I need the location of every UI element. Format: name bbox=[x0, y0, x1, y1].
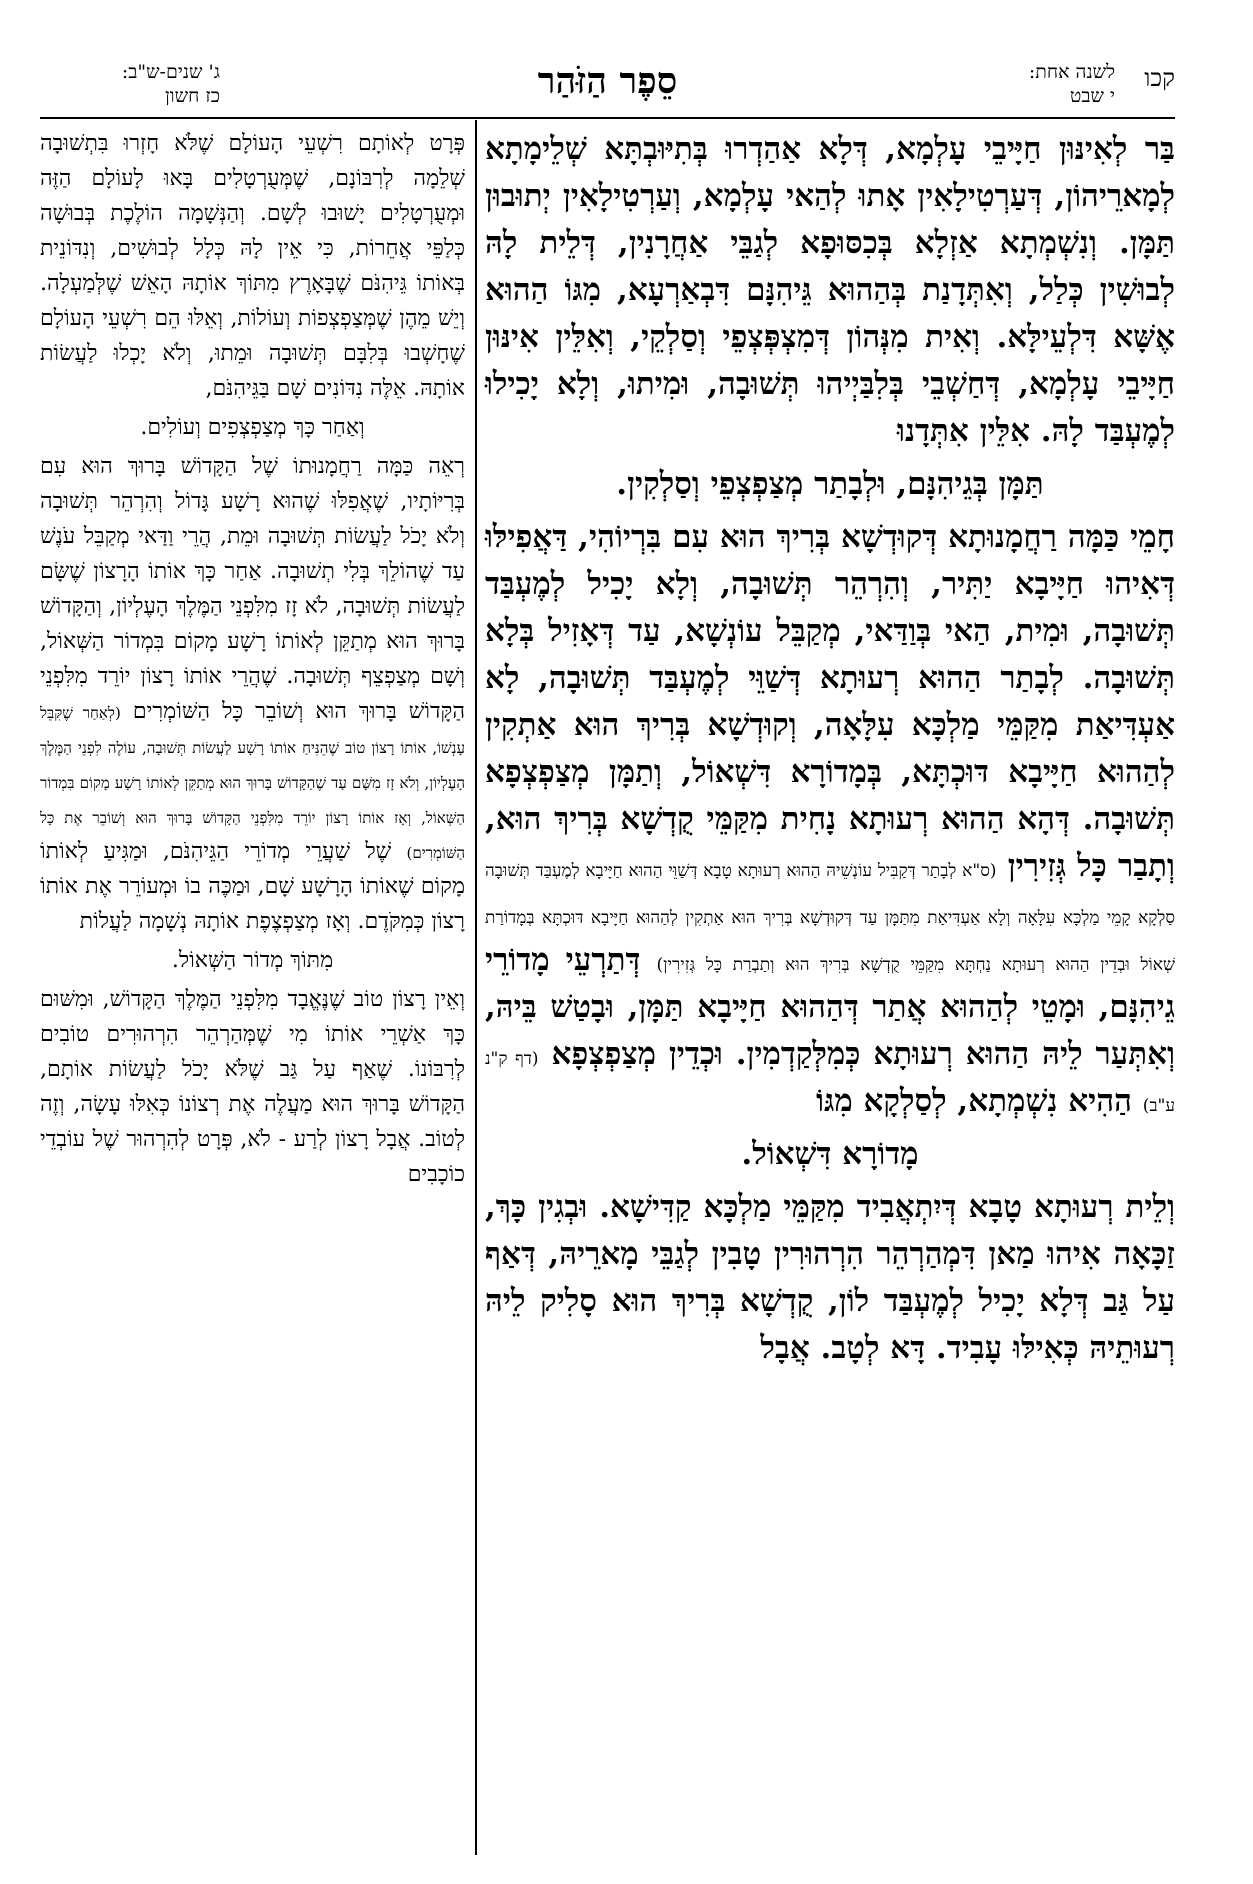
main-paragraph-end: מָדוֹרָא דִּשְׁאוֹל. bbox=[741, 1136, 919, 1172]
translation-paragraph-end: מִתּוֹךְ מְדוֹר הַשְּׁאוֹל. bbox=[171, 948, 334, 973]
main-text: חָמֵי כַּמָּה רַחֲמָנוּתָא דְּקוּדְשָׁא בְּרִיךְ הוּא עִם בִּרְיוֹהִי, דַּאֲפִילּוּ דְּאִיהוּ חַיָּיבָא יַתִּיר, וְהִרְהֵר תְּשׁוּבָה, וְלָא יָכִיל לְמֶעְבַּד תְּשׁוּבָה, וּמִית, הַאי בְּוַדַּאי, מְקַבֵּל עוֹנְשָׁא, עַד דְּאָזִיל בְּלָא תְּשׁוּבָה. לְבָתַר הַהוּא רְעוּתָא דְּשַׁוֵּי לְמֶעְבַּד תְּשׁוּבָה, לָא אַעְדִּיאַת מִקַּמֵּי מַלְכָּא עִלָּאָה, וְקוּדְשָׁא בְּרִיךְ הוּא אַתְקִין לְהַהוּא חַיָּיבָא דּוּכְתָּא, בְּמָדוֹרָא דִּשְׁאוֹל, וְתַמָּן מְצַפְצְפָא תְּשׁוּבָה. דְּהָא הַהוּא רְעוּתָא נָחִית מִקַּמֵּי קֻדְשָׁא בְּרִיךְ הוּא, וְתָבַר כָּל גְּזִירִין bbox=[485, 519, 1175, 884]
page-header bbox=[40, 60, 1175, 115]
main-paragraph bbox=[485, 514, 1175, 1125]
book-title: סֵפֶר הַזֹּהַר bbox=[537, 60, 678, 102]
translation-paragraph bbox=[40, 449, 465, 939]
reading-schedule-1-date: י שבט bbox=[1069, 85, 1115, 107]
page-reference: (דף ק"נ ע"ב) bbox=[485, 1049, 1175, 1116]
reading-schedule-3: ג' שנים-ש"ב: bbox=[121, 61, 220, 83]
header-left bbox=[40, 60, 220, 108]
translation-paragraph: פְּרָט לְאוֹתָם רִשְׁעֵי הָעוֹלָם שֶׁלֹּא חָזְרוּ בִּתְשׁוּבָה שְׁלֵמָה לְרִבּוֹנָם, שֶׁמְּעֻרְטָלִים בָּאוּ לָעוֹלָם הַזֶּה וּמְעֻרְטָלִים יָשׁוּבוּ לְשָׁם. וְהַנְּשָׁמָה הוֹלֶכֶת בְּבוּשָׁה כְּלַפֵּי אֲחֵרוֹת, כִּי אֵין לָהּ כְּלָל לְבוּשִׁים, וְנִדּוֹנֵית בְּאוֹתוֹ גֵּיהִנֹּם שֶׁבָּאָרֶץ מִתּוֹךְ אוֹתָהּ הָאֵשׁ שֶׁלְּמַעְלָה. וְיֵשׁ מֵהֶן שֶׁמְּצַפְצְפוֹת וְעוֹלוֹת, וְאֵלּוּ הֵם רִשְׁעֵי הָעוֹלָם שֶׁחָשְׁבוּ בְּלִבָּם תְּשׁוּבָה וּמֵתוּ, וְלֹא יָכְלוּ לַעֲשׂוֹת אוֹתָהּ. אֵלֶּה נִדּוֹנִים שָׁם בַּגֵּיהִנֹּם, bbox=[40, 131, 465, 401]
variant-reading-note: (ס"א לְבָתַר דְּקַבִּיל עוֹנְשֵׁיהּ הַהוּא רְעוּתָא טָבָא דְּשַׁוֵּי הַהוּא חַיָּיבָא לְמֶעְבַּד תְּשׁוּבָה סַלְקָא קָמֵי מַלְכָּא עִלָּאָה וְלָא אַעְדִּיאַת מִתַּמָּן עַד דְּקוּדְשָׁא בְּרִיךְ הוּא אַתְקִין לְהַהוּא חַיָּיבָא דּוּכְתָּא בְּמָדוֹרַת שְׁאוֹל וּבְדֵין הַהוּא רְעוּתָא נַחְתָּא מִקַּמֵּי קֻדְשָׁא בְּרִיךְ הוּא וְתַבְרַת כָּל גְּזִירִין) bbox=[485, 861, 1175, 975]
translation-paragraph: וְאֵין רָצוֹן טוֹב שֶׁנֶּאֱבָד מִלִּפְנֵי הַמֶּלֶךְ הַקָּדוֹשׁ, וּמִשּׁוּם כָּךְ אַשְׁרֵי אוֹתוֹ מִי שֶׁמְּהַרְהֵר הִרְהוּרִים טוֹבִים לְרִבּוֹנוֹ. שֶׁאַף עַל גַּב שֶׁלֹּא יָכֹל לַעֲשׂוֹת אוֹתָם, הַקָּדוֹשׁ בָּרוּךְ הוּא מַעֲלֶה אֶת רְצוֹנוֹ כְּאִלּוּ עָשָׂה, וְזֶה לְטוֹב. אֲבָל רָצוֹן לְרַע - לֹא, פְּרָט לְהִרְהוּר שֶׁל עוֹבְדֵי כוֹכָבִים bbox=[40, 987, 465, 1187]
variant-reading-note: (לְאַחַר שֶׁקִּבֵּל עָנְשׁוֹ, אוֹתוֹ רָצוֹן טוֹב שֶׁהֵנִּיחַ אוֹתוֹ רָשָׁע לַעֲשׂוֹת תְּשׁוּבָה, עוֹלֶה לִפְנֵי הַמֶּלֶךְ הָעֶלְיוֹן, וְלֹא זָז מִשָּׁם עַד שֶׁהַקָּדוֹשׁ בָּרוּךְ הוּא מְתַקֵּן לְאוֹתוֹ רָשָׁע מָקוֹם בִּמְדוֹר הַשְּׁאוֹל, וְאָז אוֹתוֹ רָצוֹן יוֹרֵד מִלִּפְנֵי הַקָּדוֹשׁ בָּרוּךְ הוּא וְשׁוֹבֵר אֶת כָּל הַשּׁוֹמְרִים) bbox=[40, 704, 465, 862]
main-text: הַהִיא נִשְׁמְתָא, לְסַלְקָא מִגּוֹ bbox=[816, 1083, 1132, 1119]
page-number: קכו bbox=[1144, 64, 1175, 92]
main-paragraph: וְלֵית רְעוּתָא טָבָא דְּיִתְאֲבִיד מִקַּמֵּי מַלְכָּא קַדִּישָׁא. וּבְגִין כָּךְ, זַכָּאָה אִיהוּ מַאן דִּמְהַרְהֵר הִרְהוּרִין טָבִין לְגַבֵּי מָארֵיהּ, דְּאַף עַל גַּב דְּלָא יָכִיל לְמֶעְבַּד לוֹן, קֻדְשָׁא בְּרִיךְ הוּא סָלִיק לֵיהּ רְעוּתֵיהּ כְּאִילּוּ עָבִיד. דָּא לְטָב. אֲבָל bbox=[485, 1189, 1175, 1366]
aramaic-text-column bbox=[485, 126, 1175, 1378]
hebrew-translation-column bbox=[40, 126, 465, 1196]
main-paragraph: בַּר לְאִינּוּן חַיָּיבֵי עָלְמָא, דְּלָא אַהַדְרוּ בְּתִיּוּבְתָּא שְׁלֵימָתָא לְמָארֵיהוֹן, דְּעַרְטִילָאִין אָתוּ לְהַאי עָלְמָא, וְעַרְטִילָאִין יְתוּבוּן תַּמָּן. וְנִשְׁמְתָא אַזְלָא בְּכִסּוּפָא לְגַבֵּי אַחֲרָנִין, דְּלֵית לָהּ לְבוּשִׁין כְּלַל, וְאִתְּדָנַת בְּהַהוּא גֵּיהִנָּם דִּבְאַרְעָא, מִגּוֹ הַהוּא אֶשָּׁא דִּלְעֵילָּא. וְאִית מִנְּהוֹן דְּמִצְפְּצְפֵי וְסַלְקֵי, וְאִלֵּין אִינּוּן חַיָּיבֵי עָלְמָא, דְּחַשְׁבֵי בְּלִבַּיְיהוּ תְּשׁוּבָה, וּמִיתוּ, וְלָא יָכִילוּ לְמֶעְבַּד לָהּ. אִלֵּין אִתְּדָנוּ bbox=[485, 131, 1175, 449]
header-rule bbox=[40, 117, 1175, 119]
column-divider bbox=[475, 120, 477, 1855]
main-paragraph-end: תַּמָּן בְּגֵיהִנָּם, וּלְבָתַר מְצַפְצְפֵי וְסַלְקִין. bbox=[616, 466, 1044, 502]
main-text: דְּתַרְעֵי מָדוֹרֵי גֵיהִנָּם, וּמָטֵי לְהַהוּא אֲתַר דְּהַהוּא חַיָּיבָא תַּמָּן, וּבָטַשׁ בֵּיהּ, וְאִתְּעַר לֵיהּ הַהוּא רְעוּתָא כְּמִלְּקַדְמִין. וּכְדֵין מְצַפְצְפָא bbox=[485, 942, 1175, 1072]
translation-paragraph-end: וְאַחַר כָּךְ מְצַפְצְפִים וְעוֹלִים. bbox=[140, 415, 365, 440]
translation-text: רְאֵה כַּמָּה רַחֲמָנוּתוֹ שֶׁל הַקָּדוֹשׁ בָּרוּךְ הוּא עִם בְּרִיּוֹתָיו, שֶׁאֲפִלּוּ שֶׁהוּא רָשָׁע גָּדוֹל וְהִרְהֵר תְּשׁוּבָה וְלֹא יָכֹל לַעֲשׂוֹת תְּשׁוּבָה וּמֵת, הֲרֵי וַדַּאי מְקַבֵּל עֹנֶשׁ עַד שֶׁהוֹלֵךְ בְּלִי תְשׁוּבָה. אַחַר כָּךְ אוֹתוֹ הָרָצוֹן שֶׁשָּׂם לַעֲשׂוֹת תְּשׁוּבָה, לֹא זָז מִלִּפְנֵי הַמֶּלֶךְ הָעֶלְיוֹן, וְהַקָּדוֹשׁ בָּרוּךְ הוּא מְתַקֵּן לְאוֹתוֹ רָשָׁע מָקוֹם בִּמְדוֹר הַשְּׁאוֹל, וְשָׁם מְצַפְצֵף תְּשׁוּבָה. שֶׁהֲרֵי אוֹתוֹ רָצוֹן יוֹרֵד מִלִּפְנֵי הַקָּדוֹשׁ בָּרוּךְ הוּא וְשׁוֹבֵר כָּל הַשּׁוֹמְרִים bbox=[40, 454, 465, 724]
translation-text: שֶׁל שַׁעֲרֵי מְדוֹרֵי הַגֵּיהִנֹּם, וּמַגִּיעַ לְאוֹתוֹ מָקוֹם שֶׁאוֹתוֹ הָרָשָׁע שָׁם, וּמַכֶּה בוֹ וּמְעוֹרֵר אֶת אוֹתוֹ רָצוֹן כְּמִקֹּדֶם. וְאָז מְצַפְצֶפֶת אוֹתָהּ נְשָׁמָה לַעֲלוֹת bbox=[40, 839, 465, 934]
reading-schedule-1: לשנה אחת: bbox=[1028, 61, 1115, 83]
reading-schedule-3-date: כז חשון bbox=[164, 85, 220, 107]
